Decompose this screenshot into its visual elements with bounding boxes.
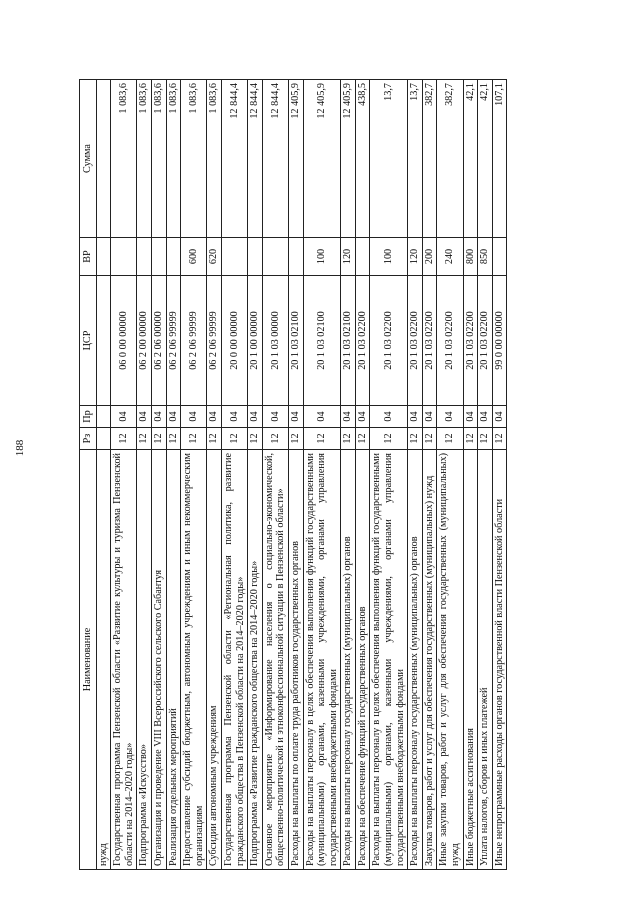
table-row	[303, 80, 341, 870]
cell-csr: 20 1 03 02200	[355, 276, 370, 406]
cell-csr: 20 1 03 02200	[408, 276, 423, 406]
cell-vr: 600	[181, 238, 207, 276]
header-rz: Рз	[80, 428, 97, 450]
cell-vr	[492, 238, 507, 276]
cell-csr: 20 1 03 02100	[341, 276, 356, 406]
cell-rz	[96, 428, 111, 450]
cell-name: Иные закупки товаров, работ и услуг для обеспечения государственных (муниципальных) нужд	[437, 450, 463, 870]
cell-csr: 20 1 00 00000	[248, 276, 263, 406]
header-pr: Пр	[80, 406, 97, 428]
cell-name: Основное мероприятие «Информирование населения о социально-экономической, общественно-политической и этноконфессиональной ситуации в Пензенской области»	[262, 450, 288, 870]
cell-rz: 12	[341, 428, 356, 450]
cell-rz: 12	[262, 428, 288, 450]
table-row	[408, 80, 423, 870]
cell-name: нужд	[96, 450, 111, 870]
cell-sum: 12 405,9	[288, 80, 303, 238]
table-row	[478, 80, 493, 870]
cell-csr: 20 1 03 02200	[437, 276, 463, 406]
cell-vr	[111, 238, 137, 276]
cell-sum: 12 844,4	[262, 80, 288, 238]
cell-rz: 12	[463, 428, 478, 450]
cell-vr: 120	[408, 238, 423, 276]
cell-name: Предоставление субсидий бюджетным, автономным учреждениям и иным некоммерческим организациям	[181, 450, 207, 870]
cell-name: Подпрограмма «Искусство»	[137, 450, 152, 870]
cell-rz: 12	[492, 428, 507, 450]
table-row	[463, 80, 478, 870]
cell-name: Подпрограмма «Развитие гражданского общества на 2014–2020 годы»	[248, 450, 263, 870]
rotated-table-wrapper	[79, 80, 549, 870]
cell-pr: 04	[341, 406, 356, 428]
cell-pr: 04	[422, 406, 437, 428]
cell-pr: 04	[111, 406, 137, 428]
cell-rz: 12	[355, 428, 370, 450]
cell-name: Государственная программа Пензенской области «Региональная политика, развитие гражданского общества в Пензенской области на 2014–2020 годы»	[221, 450, 247, 870]
cell-pr: 04	[288, 406, 303, 428]
table-row	[96, 80, 111, 870]
table-row	[137, 80, 152, 870]
cell-csr: 20 1 03 00000	[262, 276, 288, 406]
cell-vr	[355, 238, 370, 276]
cell-sum: 1 083,6	[207, 80, 222, 238]
header-sum: Сумма	[80, 80, 97, 238]
cell-name: Расходы на обеспечение функций государственных органов	[355, 450, 370, 870]
cell-csr	[96, 276, 111, 406]
table-row	[207, 80, 222, 870]
table-row	[111, 80, 137, 870]
cell-vr: 100	[370, 238, 408, 276]
cell-rz: 12	[221, 428, 247, 450]
cell-csr: 20 1 03 02200	[370, 276, 408, 406]
cell-csr: 20 1 03 02200	[422, 276, 437, 406]
cell-rz: 12	[370, 428, 408, 450]
cell-sum: 107,1	[492, 80, 507, 238]
cell-rz: 12	[437, 428, 463, 450]
cell-name: Уплата налогов, сборов и иных платежей	[478, 450, 493, 870]
table-row	[288, 80, 303, 870]
cell-vr	[151, 238, 166, 276]
table-row	[221, 80, 247, 870]
cell-pr	[96, 406, 111, 428]
cell-csr: 06 2 06 00000	[151, 276, 166, 406]
cell-vr: 850	[478, 238, 493, 276]
cell-name: Расходы на выплаты персоналу в целях обеспечения выполнения функций государственными (муниципальными) органами, казенными учреждениями, органами управления государственными внебюджетными фондами	[303, 450, 341, 870]
cell-sum: 1 083,6	[137, 80, 152, 238]
cell-vr: 620	[207, 238, 222, 276]
cell-vr: 100	[303, 238, 341, 276]
cell-name: Закупка товаров, работ и услуг для обеспечения государственных (муниципальных) нужд	[422, 450, 437, 870]
table-row	[341, 80, 356, 870]
cell-csr: 20 1 03 02100	[288, 276, 303, 406]
cell-sum: 12 844,4	[221, 80, 247, 238]
cell-vr: 800	[463, 238, 478, 276]
cell-vr	[248, 238, 263, 276]
cell-sum: 12 844,4	[248, 80, 263, 238]
table-row	[248, 80, 263, 870]
cell-rz: 12	[288, 428, 303, 450]
cell-sum: 1 083,6	[181, 80, 207, 238]
cell-name: Реализация отдельных мероприятий	[166, 450, 181, 870]
cell-rz: 12	[408, 428, 423, 450]
cell-csr: 06 2 06 99999	[207, 276, 222, 406]
cell-vr	[166, 238, 181, 276]
cell-sum: 42,1	[463, 80, 478, 238]
cell-csr: 06 0 00 00000	[111, 276, 137, 406]
cell-sum: 438,5	[355, 80, 370, 238]
cell-name: Государственная программа Пензенской области «Развитие культуры и туризма Пензенской области на 2014–2020 годы»	[111, 450, 137, 870]
cell-pr: 04	[181, 406, 207, 428]
cell-sum: 1 083,6	[151, 80, 166, 238]
table-row	[437, 80, 463, 870]
cell-vr: 240	[437, 238, 463, 276]
cell-sum: 1 083,6	[111, 80, 137, 238]
cell-sum: 12 405,9	[341, 80, 356, 238]
cell-csr: 20 1 03 02100	[303, 276, 341, 406]
cell-csr: 06 2 06 99999	[166, 276, 181, 406]
cell-rz: 12	[166, 428, 181, 450]
cell-vr	[262, 238, 288, 276]
cell-name: Иные непрограммные расходы органов государственной власти Пензенской области	[492, 450, 507, 870]
cell-rz: 12	[248, 428, 263, 450]
cell-vr	[221, 238, 247, 276]
cell-sum: 382,7	[437, 80, 463, 238]
cell-sum: 1 083,6	[166, 80, 181, 238]
cell-name: Организация и проведение VIII Всероссийского сельского Сабантуя	[151, 450, 166, 870]
table-row	[355, 80, 370, 870]
cell-sum: 13,7	[370, 80, 408, 238]
cell-pr: 04	[478, 406, 493, 428]
cell-sum: 13,7	[408, 80, 423, 238]
table-row	[181, 80, 207, 870]
page-number: 188	[14, 439, 26, 457]
cell-pr: 04	[437, 406, 463, 428]
cell-vr	[288, 238, 303, 276]
cell-rz: 12	[137, 428, 152, 450]
cell-sum	[96, 80, 111, 238]
cell-name: Субсидии автономным учреждениям	[207, 450, 222, 870]
table-row	[262, 80, 288, 870]
cell-pr: 04	[492, 406, 507, 428]
cell-pr: 04	[221, 406, 247, 428]
cell-name: Иные бюджетные ассигнования	[463, 450, 478, 870]
table-row	[422, 80, 437, 870]
cell-sum: 382,7	[422, 80, 437, 238]
cell-csr: 20 1 03 02200	[463, 276, 478, 406]
cell-sum: 12 405,9	[303, 80, 341, 238]
cell-pr: 04	[151, 406, 166, 428]
cell-sum: 42,1	[478, 80, 493, 238]
table-header-row	[80, 80, 97, 870]
cell-name: Расходы на выплаты персоналу государственных (муниципальных) органов	[408, 450, 423, 870]
cell-pr: 04	[137, 406, 152, 428]
cell-csr: 06 2 00 00000	[137, 276, 152, 406]
cell-vr: 200	[422, 238, 437, 276]
table-row	[151, 80, 166, 870]
cell-vr	[137, 238, 152, 276]
cell-pr: 04	[262, 406, 288, 428]
cell-pr: 04	[166, 406, 181, 428]
cell-rz: 12	[151, 428, 166, 450]
cell-rz: 12	[478, 428, 493, 450]
cell-csr: 06 2 06 99999	[181, 276, 207, 406]
header-csr: ЦСР	[80, 276, 97, 406]
cell-csr: 20 1 03 02200	[478, 276, 493, 406]
cell-csr: 20 0 00 00000	[221, 276, 247, 406]
table-row	[492, 80, 507, 870]
cell-pr: 04	[355, 406, 370, 428]
cell-pr: 04	[248, 406, 263, 428]
cell-pr: 04	[463, 406, 478, 428]
budget-table	[79, 79, 507, 870]
header-name: Наименование	[80, 450, 97, 870]
cell-csr: 99 0 00 00000	[492, 276, 507, 406]
cell-rz: 12	[111, 428, 137, 450]
cell-pr: 04	[408, 406, 423, 428]
table-body	[96, 80, 507, 870]
cell-name: Расходы на выплаты по оплате труда работников государственных органов	[288, 450, 303, 870]
cell-name: Расходы на выплаты персоналу государственных (муниципальных) органов	[341, 450, 356, 870]
cell-pr: 04	[370, 406, 408, 428]
table-row	[370, 80, 408, 870]
header-vr: ВР	[80, 238, 97, 276]
table-row	[166, 80, 181, 870]
cell-pr: 04	[207, 406, 222, 428]
cell-rz: 12	[303, 428, 341, 450]
cell-name: Расходы на выплаты персоналу в целях обеспечения выполнения функций государственными (муниципальными) органами, казенными учреждениями, органами управления государственными внебюджетными фондами	[370, 450, 408, 870]
cell-vr: 120	[341, 238, 356, 276]
cell-pr: 04	[303, 406, 341, 428]
cell-vr	[96, 238, 111, 276]
cell-rz: 12	[207, 428, 222, 450]
cell-rz: 12	[181, 428, 207, 450]
cell-rz: 12	[422, 428, 437, 450]
